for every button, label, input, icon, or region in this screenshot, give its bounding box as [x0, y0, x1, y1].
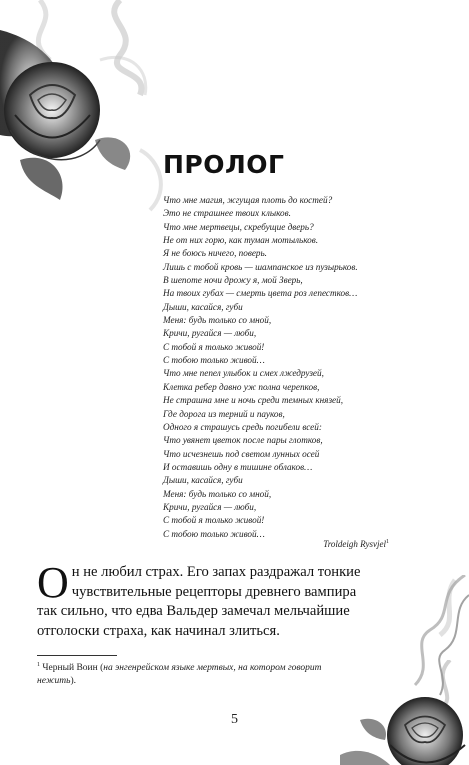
- poem-line: Дыши, касайся, губи: [163, 475, 243, 486]
- poem-line: Одного я страшусь средь погибели всей:: [163, 421, 322, 432]
- poem-line: Что исчезнешь под светом лунных осей: [163, 448, 320, 459]
- poem-line: Кричи, ругайся — люби,: [163, 328, 257, 339]
- footnote-reference: 1: [386, 539, 389, 545]
- poem-line: С тобой я только живой!: [163, 515, 265, 526]
- poem-line: С тобой я только живой!: [163, 341, 265, 352]
- footnote-divider: [37, 655, 117, 656]
- poem-line: Меня: будь только со мной,: [163, 488, 272, 499]
- poem-line: И оставишь одну в тишине облаков…: [163, 461, 313, 472]
- footnote-number: 1: [37, 662, 40, 668]
- poem-line: Клетка ребер давно уж полна черепков,: [163, 381, 320, 392]
- poem-line: На твоих губах — смерть цвета роз лепестков…: [163, 288, 358, 299]
- poem-line: Кричи, ругайся — люби,: [163, 501, 257, 512]
- opening-paragraph: [37, 558, 395, 641]
- signature-text: Troldeigh Rysvjel: [323, 539, 386, 549]
- paragraph-line: н не любил страх. Его запах раздражал тонкие: [71, 564, 361, 580]
- footnote-term: Черный Воин: [42, 663, 98, 674]
- poem-line: Что мне магия, жгущая плоть до костей?: [163, 195, 333, 205]
- poem-line: Что увянет цветок после пары глотков,: [163, 435, 323, 446]
- poem-line: Что мне мертвецы, скребущие дверь?: [163, 221, 314, 232]
- paragraph-line: так сильно, что едва Вальдер замечал мельчайшие: [37, 603, 350, 619]
- poem-line: Дыши, касайся, губи: [163, 301, 243, 312]
- poem-line: Я не боюсь ничего, поверь.: [163, 248, 267, 259]
- footnote-explanation: на энгенрейском языке мертвых, на котором говорит: [103, 663, 322, 674]
- poem-line: Где дорога из терний и пауков,: [163, 408, 285, 419]
- poem: [163, 194, 403, 541]
- paragraph-line: отголоски страха, как начинал злиться.: [37, 622, 280, 639]
- poem-line: Не от них горю, как туман мотыльков.: [163, 235, 319, 246]
- poem-line: Лишь с тобой кровь — шампанское из пузырьков.: [163, 261, 358, 272]
- page-number: 5: [231, 712, 238, 727]
- chapter-title: ПРОЛОГ: [163, 150, 285, 179]
- poem-line: Это не страшнее твоих клыков.: [163, 208, 291, 219]
- footnote: $^1$ Черный Воин (на энгенрейском языке мертвых, на котором говорит нежить).: [37, 662, 322, 687]
- rose-illustration-top: [0, 0, 175, 215]
- poem-line: В шепоте ночи дрожу я, мой Зверь,: [163, 275, 303, 286]
- poem-line: С тобою только живой…: [163, 355, 265, 366]
- paragraph-line: чувствительные рецепторы древнего вампира: [71, 583, 357, 600]
- poem-line: Что мне пепел улыбок и смех лжедрузей,: [163, 368, 324, 379]
- poem-line: Меня: будь только со мной,: [163, 315, 272, 326]
- drop-cap: О: [37, 558, 69, 607]
- poem-signature: [323, 539, 389, 549]
- poem-line: С тобою только живой…: [163, 528, 265, 539]
- poem-line: Не страшна мне и ночь среди темных князей,: [163, 395, 343, 406]
- footnote-explanation-cont: нежить: [37, 676, 71, 687]
